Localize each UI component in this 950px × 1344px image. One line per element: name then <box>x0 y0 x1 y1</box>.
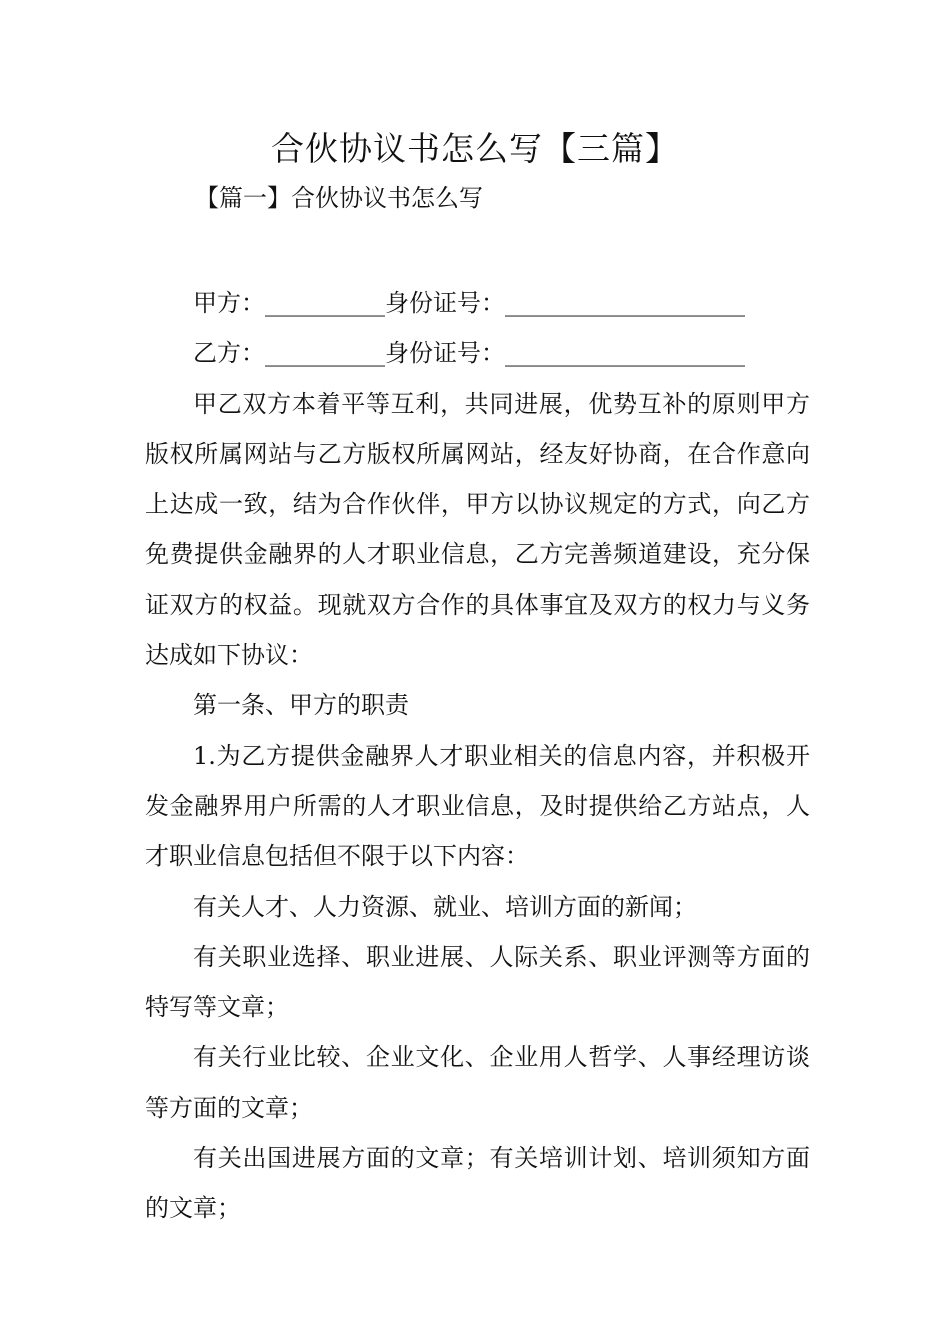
document-title: 合伙协议书怎么写【三篇】 <box>271 129 679 168</box>
section-subtitle: 【篇一】合伙协议书怎么写 <box>195 184 483 212</box>
list-item: 有关人才、人力资源、就业、培训方面的新闻； <box>193 892 697 921</box>
intro-paragraph: 甲乙双方本着平等互利，共同进展，优势互补的原则甲方版权所属网站与乙方版权所属网站，经友好协商，在合作意向上达成一致，结为合作伙伴，甲方以协议规定的方式，向乙方免费提供金融界的人才职业信息，乙方完善频道建设，充分保证双方的权益。现就双方合作的具体事宜及双方的权力与义务达成如下协议： <box>145 389 810 670</box>
party-a-line: 甲方：__________身份证号：____________________ <box>193 289 745 317</box>
list-item: 有关行业比较、企业文化、企业用人哲学、人事经理访谈等方面的文章； <box>145 1043 810 1122</box>
document-body <box>145 278 810 1234</box>
party-b-line: 乙方：__________身份证号：____________________ <box>193 339 745 368</box>
article-heading: 第一条、甲方的职责 <box>193 691 409 720</box>
clause-paragraph: 1.为乙方提供金融界人才职业相关的信息内容，并积极开发金融界用户所需的人才职业信息，及时提供给乙方站点，人才职业信息包括但不限于以下内容： <box>145 741 810 871</box>
list-item: 有关出国进展方面的文章；有关培训计划、培训须知方面的文章； <box>145 1144 810 1223</box>
list-item: 有关职业选择、职业进展、人际关系、职业评测等方面的特写等文章； <box>145 942 810 1022</box>
